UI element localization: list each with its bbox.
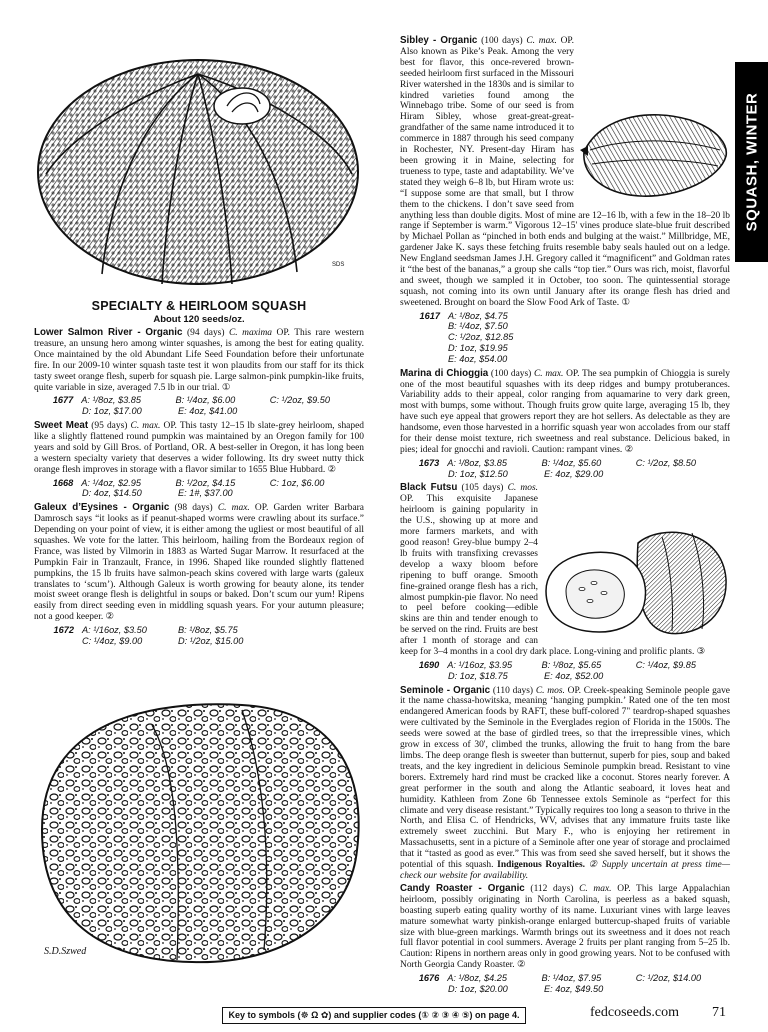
price-option[interactable]: B: ¹/8oz, $5.75 <box>178 625 238 636</box>
price-list <box>34 395 364 417</box>
entry-description: OP. The sea pumpkin of Chioggia is surely one of the most beautiful squashes with its deep ridges and bumpy protuberances. Variability adds to their appeal, color ranging from aquamarine to very dark green, most with bumps, some without. Though fruits grow quite large, averaging 15 lb, they have such eye appeal that growers report they are hot sellers. As delectable as they are handsome, even those harvested in a horrific squash year won accolades from our staff for their dense moist texture, rich sweetness and real substance. Delicious baked, in pies; ideal for gnocchi and ravioli. Caution: rampant vines. ② <box>400 368 731 455</box>
galeux-squash-signature: S.D.Szwed <box>44 946 87 957</box>
section-side-tab <box>735 62 768 262</box>
price-option[interactable]: D: 4oz, $14.50 <box>82 488 142 499</box>
item-number: 1677 <box>52 395 74 406</box>
entry-black-futsu <box>400 483 730 681</box>
price-list <box>400 311 730 365</box>
section-subtitle: About 120 seeds/oz. <box>153 314 245 325</box>
price-row <box>400 354 730 365</box>
black-futsu-illustration <box>542 521 730 639</box>
price-list <box>34 625 364 647</box>
supplier-note: Indigenous Royalties. <box>497 860 585 871</box>
price-row <box>400 973 730 984</box>
entry-description: OP. This rare western treasure, an unsung hero among winter squashes, is among the best for eating quality. Once maintained by the old Abundant Life Seed Foundation before their unfortunate fire. In our 2009-10 winter squash taste test it won plaudits from our staff for its thick tasty sweet orange flesh, superb for squash pie. Large salmon-pink pumpkin-like fruits, quite variable in size, averaged 7.5 lb in our trial. ① <box>34 328 365 393</box>
price-option[interactable]: D: 1oz, $18.75 <box>448 670 508 681</box>
price-row <box>400 671 730 682</box>
price-option[interactable]: C: ¹/4oz, $9.85 <box>635 659 697 670</box>
price-option[interactable]: C: ¹/4oz, $9.00 <box>82 635 143 646</box>
entry-days: (100 days) <box>490 368 532 379</box>
price-option[interactable]: D: 1oz, $17.00 <box>82 406 142 417</box>
price-option[interactable]: D: 1oz, $20.00 <box>448 983 508 994</box>
entry-seminole <box>400 686 730 882</box>
entry-name: Black Futsu <box>400 482 458 494</box>
price-option[interactable]: E: 4oz, $52.00 <box>544 670 604 681</box>
price-option[interactable]: A: ¹/8oz, $3.85 <box>81 395 142 406</box>
entry-name: Candy Roaster - Organic <box>400 882 525 894</box>
price-row <box>34 636 364 647</box>
price-option[interactable]: A: ¹/16oz, $3.95 <box>447 659 513 670</box>
left-column <box>34 328 364 651</box>
entry-name: Lower Salmon River - Organic <box>34 327 183 338</box>
price-row <box>400 469 730 480</box>
entry-description: OP. This tasty 12–15 lb slate-grey heirloom, shaped like a slightly flattened round pumpkin was maintained by an Oregon family for 100 years and sold by Gill Bros. of Portland, OR. A best-seller in Oregon, it has long been a western specialty variety that deserves a wider following. Its dry sweet nutty thick orange flesh improves in storage with a flavor similar to 1655 Blue Hubbard. ② <box>34 421 364 475</box>
price-row <box>400 458 730 469</box>
entry-days: (94 days) <box>186 328 225 338</box>
price-option[interactable]: C: ¹/2oz, $8.50 <box>635 457 697 468</box>
page-number: 71 <box>712 1005 726 1020</box>
price-row <box>400 311 730 322</box>
entry-days: (112 days) <box>530 883 574 894</box>
price-option[interactable]: A: ¹/8oz, $4.25 <box>447 973 508 984</box>
entry-species: C. max. <box>534 368 564 379</box>
price-option[interactable]: D: 1oz, $12.50 <box>448 468 508 479</box>
marrow-squash-illustration <box>32 34 364 296</box>
entry-sibley <box>400 36 730 365</box>
entry-description: OP. Also known as Pike’s Peak. Among the very best for flavor, this once-revered brown-seeded heirloom first surfaced in the Missouri River watershed in the 1830s and is similar to kindred varieties found among the Winnebago tribe. Some of our seed is from Hiram Sibley, whose great-great-great-grandfather of the same name introduced it to commerce in 1887 through his seed company in Rochester, NY. Present-day Hiram has been growing it in Maine, selecting for trueness to type, taste and adaptability. We’ve stated they weigh 6–8 lb, but Hiram wrote us: “I suppose some are that small, but I throw them to the chickens. I don’t save seed from anything less than double digits. Most of mine are 12–16 lb, with a few in the 18–20 lb range if September is warm.” Vigorous 12–15' vines produce slate-blue fruit described by Michael Pollan as “pinched in both ends and bulging at the waist.” Millbridge, ME, gardener Jake K. says these fetching fruits resemble baby seals hauled out on a ledge. New England seedsman James J.H. Gregory called it “magnificent” and Goldman rates it “the best of the bananas,” a group she calls “top tier.” Ours was rich, moist, flavorful and sweet, though we sampled it in October, too soon. The quintessential storage squash, not coming into its own until January after its orange flesh has dried and sweetened. Brought on board the Slow Food Ark of Taste. ① <box>400 36 730 308</box>
entry-species: C. maxima <box>229 328 273 338</box>
entry-days: (110 days) <box>492 685 534 696</box>
availability-note: ② Supply uncertain at press time—check our website for availability. <box>400 860 731 881</box>
price-row <box>400 321 730 332</box>
entry-days: (100 days) <box>481 36 523 46</box>
entry-species: C. max. <box>526 36 557 46</box>
entry-marina-di-chioggia <box>400 369 730 480</box>
entry-species: C. max. <box>579 883 612 894</box>
price-option[interactable]: E: 4oz, $29.00 <box>544 468 604 479</box>
entry-name: Marina di Chioggia <box>400 367 489 379</box>
entry-days: (98 days) <box>174 503 213 514</box>
price-row <box>34 478 364 489</box>
price-option[interactable]: E: 4oz, $54.00 <box>448 353 508 364</box>
price-option[interactable]: B: ¹/2oz, $4.15 <box>175 477 236 488</box>
entry-description: OP. This exquisite Japanese heirloom is gaining popularity in the U.S., showing up at more and more farmers markets, and with good reason! Grey-blue bumpy 2–4 lb fruits with transfixing crevasses develop a waxy bloom before ripening to buff orange. Smooth fine-grained orange flesh has a rich, almost pumpkin-pie flavor. No need to peel before cooking—edible skins are thin and tender enough to be served on the rind. Fruits are best after 1 month of storage and can keep for 3–4 months in a cool dry dark place. Long-vining and prolific plants. ③ <box>400 494 706 658</box>
price-list <box>400 660 730 682</box>
price-row <box>34 395 364 406</box>
entry-species: C. max. <box>130 421 161 432</box>
entry-name: Sweet Meat <box>34 420 89 432</box>
item-number: 1668 <box>52 477 74 488</box>
price-option[interactable]: B: ¹/4oz, $5.60 <box>541 457 602 468</box>
symbol-key-note: Key to symbols (☸ Ω ✿) and supplier codes (① ② ③ ④ ⑤) on page 4. <box>222 1007 526 1024</box>
price-row <box>34 625 364 636</box>
price-option[interactable]: A: ¹/8oz, $3.85 <box>447 457 508 468</box>
price-option[interactable]: B: ¹/4oz, $6.00 <box>175 395 236 406</box>
item-number: 1672 <box>53 625 74 636</box>
price-option[interactable]: E: 4oz, $49.50 <box>544 983 604 994</box>
entry-description: OP. This large Appalachian heirloom, possibly originating in North Carolina, is peerless as a baked squash, boasting superb eating quality worthy of its name. Luxuriant vines with large leaves mature somewhat warty pinkish-orange enlarged buttercup-shaped fruits of variable size with blue-green markings. Warmth brings out its sweetness and it does not reach full flavor potential in cool summers. Average 2 fruits per plant ranging from 5–25 lb. Caution: Ripens in northern areas only in good growing years. Not to be confused with North Georgia Candy Roaster. ② <box>400 883 730 971</box>
entry-sweet-meat <box>34 421 364 499</box>
entry-description: OP. Garden writer Barbara Damrosch says “it looks as if peanut-shaped worms were crawling about its surface.” Depending on your point of view, it is either among the ugliest or most beautiful of all squashes. We vote for the latter. This heirloom, hailing from the Bordeaux region of France, was listed by Vilmorin in 1883 as Warted Sugar Marrow. It resurfaced at the Pumpkin Fair in Tranzault, France, in 1996. Shaped like rounded slightly flattened pumpkins, the 15 lb fruits have salmon-peach skins covered with large warts (galeux translates to ‘scum’). Although Galeux is worth growing for beauty alone, its tender moist sweet orange flesh is delightful in soups or baked. Don’t scum our yum! Ripens easily from direct seeding even in middling squash years. For your autumn pleasure; not a good keeper. ② <box>34 503 364 623</box>
price-row <box>34 406 364 417</box>
item-number: 1673 <box>418 457 440 468</box>
price-row <box>400 343 730 354</box>
marrow-squash-signature: SDS <box>332 262 345 268</box>
right-column <box>400 36 730 999</box>
price-option[interactable]: E: 1#, $37.00 <box>178 488 233 499</box>
price-option[interactable]: C: ¹/2oz, $14.00 <box>635 973 702 984</box>
entry-species: C. max. <box>217 503 250 514</box>
entry-name: Galeux d’Eysines - Organic <box>34 502 170 514</box>
entry-name: Sibley - Organic <box>400 35 478 46</box>
entry-species: C. mos. <box>535 685 565 696</box>
price-list <box>400 973 730 995</box>
entry-description: OP. Creek-speaking Seminole people gave it the name chassa-howitska, meaning ‘hanging pumpkin.’ Rated one of the ten most endangered American foods by RAFT, these buff-colored 7" teardrop-shaped squashes were cultivated by the Seminole in the Everglades region of Florida in the 1500s. The seeds were sowed at the base of girdled trees, so that the irrepressible vines, which grow in excess of 30', climbed the trunks, allowing the fruit to hang from the bare limbs. The deep orange flesh is sweeter than butternut, superb for pies, soup and baked treats, and the key ingredient in delicious Seminole pumpkin bread. Resistant to vine borers. Extremely hard rind must be cracked like a coconut. Stores nearly forever. A great performer in the south and along the Atlantic seaboard, it loves heat and humidity. Kathleen from Zone 6b Tennessee extols Seminole as “perfect for this climate and very disease resistant.” Typically requires too long a season to thrive in the North, and Elisa C. of Hendricks, WV, advises that any immature fruits taste like extremely sweet zucchini. But Mary F., who is enjoying her retirement in Massachusetts, sent in a picture of a Seminole after one year of storage and proclaimed that it “tasted as good as ever.” This was from seed she saved herself, but it shows the potential of this squash. <box>400 685 730 871</box>
price-option[interactable]: C: 1oz, $6.00 <box>269 477 325 488</box>
sibley-squash-illustration <box>580 106 730 204</box>
price-option[interactable]: E: 4oz, $41.00 <box>178 406 238 417</box>
price-row <box>400 332 730 343</box>
price-list <box>400 458 730 480</box>
price-row <box>34 488 364 499</box>
item-number: 1676 <box>418 973 440 984</box>
price-option[interactable]: B: ¹/4oz, $7.95 <box>541 973 602 984</box>
price-option[interactable]: A: ¹/8oz, $4.75 <box>448 310 508 321</box>
item-number: 1617 <box>419 310 440 321</box>
price-list <box>34 478 364 500</box>
price-option[interactable]: C: ¹/2oz, $12.85 <box>448 332 514 343</box>
entry-lower-salmon-river <box>34 328 364 417</box>
price-option[interactable]: A: ¹/16oz, $3.50 <box>82 625 147 636</box>
price-option[interactable]: B: ¹/4oz, $7.50 <box>448 321 508 332</box>
price-row <box>400 984 730 995</box>
website-link[interactable]: fedcoseeds.com <box>590 1005 680 1020</box>
entry-days: (95 days) <box>91 421 128 432</box>
price-option[interactable]: C: ¹/2oz, $9.50 <box>269 395 331 406</box>
entry-name: Seminole - Organic <box>400 684 491 696</box>
price-option[interactable]: A: ¹/4oz, $2.95 <box>81 477 142 488</box>
entry-candy-roaster <box>400 884 730 995</box>
galeux-squash-illustration <box>32 680 372 980</box>
item-number: 1690 <box>418 659 440 670</box>
price-option[interactable]: B: ¹/8oz, $5.65 <box>541 659 602 670</box>
entry-days: (105 days) <box>461 483 504 494</box>
price-option[interactable]: D: 1oz, $19.95 <box>448 343 508 354</box>
section-title: SPECIALTY & HEIRLOOM SQUASH <box>91 299 307 313</box>
entry-species: C. mos. <box>507 483 538 494</box>
entry-galeux-deysines <box>34 503 364 647</box>
section-side-tab-label: SQUASH, WINTER <box>743 92 760 232</box>
price-row <box>400 660 730 671</box>
price-option[interactable]: D: ¹/2oz, $15.00 <box>178 635 244 646</box>
